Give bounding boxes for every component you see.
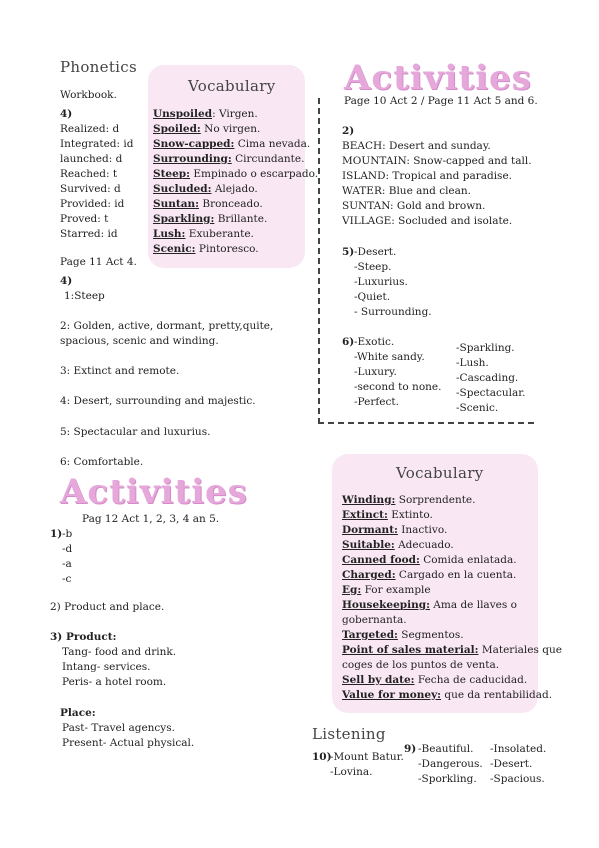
vocab-term: Winding: xyxy=(342,494,396,506)
vocab-definition: Inactivo. xyxy=(397,524,448,536)
list-item: Past- Travel agencys. xyxy=(62,722,175,734)
vocab-term: Sucluded: xyxy=(153,183,212,195)
phonetics-item: Realized: d xyxy=(60,123,120,135)
list-item: -a xyxy=(62,558,72,570)
vocab1-list xyxy=(153,107,318,257)
vocab-term: Dormant: xyxy=(342,524,398,536)
list-item: -Mount Batur. xyxy=(330,751,404,763)
list-item: -Steep. xyxy=(354,261,392,273)
vocab-entry xyxy=(342,508,562,523)
vocabulary-box-2 xyxy=(332,454,562,713)
act-right-list6b xyxy=(456,341,526,416)
vocab-definition: coges de los puntos de venta. xyxy=(342,659,500,671)
vocab-term: Scenic: xyxy=(153,243,196,255)
vocab-term: Surrounding: xyxy=(153,153,232,165)
workbook-label: Workbook. xyxy=(60,89,117,101)
list-item: Intang- services. xyxy=(62,661,151,673)
vocab-definition: que da rentabilidad. xyxy=(441,689,553,701)
answer-2: 2: Golden, active, dormant, pretty,quite, spacious, scenic and winding. xyxy=(60,320,274,347)
vocab-definition: Pintoresco. xyxy=(195,243,259,255)
list-item: -Desert. xyxy=(354,246,397,258)
answer-5: 5: Spectacular and luxurius. xyxy=(60,426,211,438)
vocabulary-box-1 xyxy=(148,65,319,268)
vocab-entry xyxy=(342,493,562,508)
list-item: -Lovina. xyxy=(330,766,373,778)
vocab-entry xyxy=(342,688,562,703)
phonetics-item: Proved: t xyxy=(60,213,109,225)
vocab-term: Sell by date: xyxy=(342,674,415,686)
act-right-list2 xyxy=(342,139,532,229)
list-item: - Surrounding. xyxy=(354,306,432,318)
vocab-term: Charged: xyxy=(342,569,396,581)
list-item: -d xyxy=(62,543,73,555)
listening-num10: 10) xyxy=(312,751,332,763)
place-label: Place: xyxy=(60,707,96,719)
list-item: -Sporkling. xyxy=(418,773,477,785)
list-item: -Beautiful. xyxy=(418,743,474,755)
vocab-definition: Circundante. xyxy=(231,153,305,165)
activities-right-subtitle: Page 10 Act 2 / Page 11 Act 5 and 6. xyxy=(344,95,538,107)
act-right-list5 xyxy=(354,245,432,320)
act-left-num3 xyxy=(50,630,116,645)
vocab-term: Point of sales material: xyxy=(342,644,479,656)
vocab-definition: Empinado o escarpado. xyxy=(190,168,319,180)
list-item: -Insolated. xyxy=(490,743,547,755)
vocab-entry xyxy=(342,583,562,598)
vocab-definition: Exuberante. xyxy=(185,228,254,240)
answer-4: 4: Desert, surrounding and majestic. xyxy=(60,395,256,407)
place-list xyxy=(62,721,194,751)
act-left-line2: 2) Product and place. xyxy=(50,601,165,613)
phonetics-item: Reached: t xyxy=(60,168,118,180)
act-right-num2: 2) xyxy=(342,125,355,137)
activities-left-subtitle: Pag 12 Act 1, 2, 3, 4 an 5. xyxy=(82,513,220,525)
list-item: -Sparkling. xyxy=(456,342,515,354)
answer-1: 1:Steep xyxy=(64,290,105,302)
vocab-definition: Adecuado. xyxy=(394,539,454,551)
dashed-divider-horizontal xyxy=(318,422,534,424)
vocab-entry xyxy=(342,643,562,658)
vocab-entry xyxy=(342,658,562,673)
vocab-entry xyxy=(153,212,318,227)
list-item: -Luxury. xyxy=(354,366,397,378)
vocab-term: Targeted: xyxy=(342,629,398,641)
vocab-entry xyxy=(342,523,562,538)
vocab-entry xyxy=(153,167,318,182)
list-item: -Spacious. xyxy=(490,773,545,785)
vocab-entry xyxy=(153,152,318,167)
list-item: -White sandy. xyxy=(354,351,425,363)
act-left-num1: 1) xyxy=(50,528,63,540)
vocab-term: Value for money: xyxy=(342,689,442,701)
phonetics-title: Phonetics xyxy=(60,58,137,76)
vocab-definition: Bronceado. xyxy=(199,198,263,210)
activities-title-right: Activities xyxy=(344,58,532,98)
vocab-definition: gobernanta. xyxy=(342,614,407,626)
vocab-entry xyxy=(342,628,562,643)
vocab-definition: Comida enlatada. xyxy=(419,554,517,566)
listening-list9a xyxy=(418,742,483,787)
vocab-entry xyxy=(342,568,562,583)
list-item: -Scenic. xyxy=(456,402,499,414)
list-item: SUNTAN: Gold and brown. xyxy=(342,200,486,212)
list-item: Peris- a hotel room. xyxy=(62,676,167,688)
phonetics-item: launched: d xyxy=(60,153,123,165)
vocab-entry xyxy=(342,538,562,553)
vocab2-title: Vocabulary xyxy=(396,464,484,482)
vocab-definition: Alejado. xyxy=(211,183,258,195)
listening-num9: 9) xyxy=(404,743,417,755)
vocab-definition: Materiales que xyxy=(478,644,562,656)
vocab-definition: No virgen. xyxy=(200,123,261,135)
list-item: -Quiet. xyxy=(354,291,391,303)
phonetics-item: Starred: id xyxy=(60,228,118,240)
vocab-definition: Segmentos. xyxy=(397,629,464,641)
list-item: -second to none. xyxy=(354,381,442,393)
list-item: -Desert. xyxy=(490,758,533,770)
vocab-entry xyxy=(153,242,318,257)
answer-6: 6: Comfortable. xyxy=(60,456,144,468)
phonetics-item: Integrated: id xyxy=(60,138,134,150)
vocab-definition: Extinto. xyxy=(387,509,433,521)
list-item: -Spectacular. xyxy=(456,387,526,399)
vocab-entry xyxy=(153,107,318,122)
vocab-entry xyxy=(153,197,318,212)
act-right-num6: 6) xyxy=(342,336,355,348)
vocab-term: Suitable: xyxy=(342,539,395,551)
vocab-definition: : Virgen. xyxy=(212,108,258,120)
vocab-term: Steep: xyxy=(153,168,191,180)
vocab-entry xyxy=(153,227,318,242)
list-item: -b xyxy=(62,528,73,540)
vocab2-list xyxy=(342,493,562,703)
vocab-term: Housekeeping: xyxy=(342,599,430,611)
list-item: WATER: Blue and clean. xyxy=(342,185,472,197)
listening-list10 xyxy=(330,750,404,780)
list-item: -Dangerous. xyxy=(418,758,483,770)
vocab-entry xyxy=(342,613,562,628)
vocab-term: Extinct: xyxy=(342,509,388,521)
phonetics-list xyxy=(60,122,133,242)
listening-title: Listening xyxy=(312,725,386,743)
product-label: Product: xyxy=(65,631,117,643)
list-item: Present- Actual physical. xyxy=(62,737,195,749)
vocab-entry xyxy=(342,673,562,688)
phonetics-num4b: 4) xyxy=(60,275,73,287)
list-item: BEACH: Desert and sunday. xyxy=(342,140,491,152)
list-item: VILLAGE: Socluded and isolate. xyxy=(342,215,513,227)
list-item: -Luxurius. xyxy=(354,276,408,288)
vocab-definition: Cargado en la cuenta. xyxy=(395,569,517,581)
vocab-term: Snow-capped: xyxy=(153,138,235,150)
vocab-term: Suntan: xyxy=(153,198,200,210)
vocab-term: Unspoiled xyxy=(153,108,213,120)
phonetics-num4: 4) xyxy=(60,108,73,120)
vocab-entry xyxy=(153,137,318,152)
list-item: -Lush. xyxy=(456,357,489,369)
vocab-entry xyxy=(153,122,318,137)
phonetics-item: Survived: d xyxy=(60,183,121,195)
vocab-definition: For example xyxy=(361,584,431,596)
act-left-list1 xyxy=(62,527,72,587)
vocab-term: Eg: xyxy=(342,584,362,596)
answer-3: 3: Extinct and remote. xyxy=(60,365,180,377)
list-item: -Perfect. xyxy=(354,396,399,408)
listening-list9b xyxy=(490,742,546,787)
phonetics-item: Provided: id xyxy=(60,198,125,210)
act-right-num5: 5) xyxy=(342,246,355,258)
vocab-definition: Cima nevada. xyxy=(234,138,311,150)
vocab-term: Canned food: xyxy=(342,554,420,566)
phonetics-page: Page 11 Act 4. xyxy=(60,256,137,268)
vocab-definition: Sorprendente. xyxy=(395,494,476,506)
vocab-definition: Fecha de caducidad. xyxy=(414,674,528,686)
list-item: ISLAND: Tropical and paradise. xyxy=(342,170,512,182)
list-item: -Cascading. xyxy=(456,372,519,384)
dashed-divider-vertical xyxy=(318,98,320,424)
vocab-entry xyxy=(342,598,562,613)
list-item: -Exotic. xyxy=(354,336,395,348)
vocab-entry xyxy=(153,182,318,197)
vocab-entry xyxy=(342,553,562,568)
vocab-definition: Ama de llaves o xyxy=(429,599,517,611)
vocab-definition: Brillante. xyxy=(214,213,268,225)
list-item: -c xyxy=(62,573,72,585)
product-list xyxy=(62,645,176,690)
vocab-term: Lush: xyxy=(153,228,186,240)
act-right-list6a xyxy=(354,335,441,410)
activities-title-left: Activities xyxy=(60,472,248,512)
vocab-term: Spoiled: xyxy=(153,123,201,135)
list-item: Tang- food and drink. xyxy=(62,646,177,658)
vocab-term: Sparkling: xyxy=(153,213,215,225)
act-left-num3-label: 3) xyxy=(50,631,63,643)
list-item: MOUNTAIN: Snow-capped and tall. xyxy=(342,155,532,167)
vocab1-title: Vocabulary xyxy=(188,77,276,95)
